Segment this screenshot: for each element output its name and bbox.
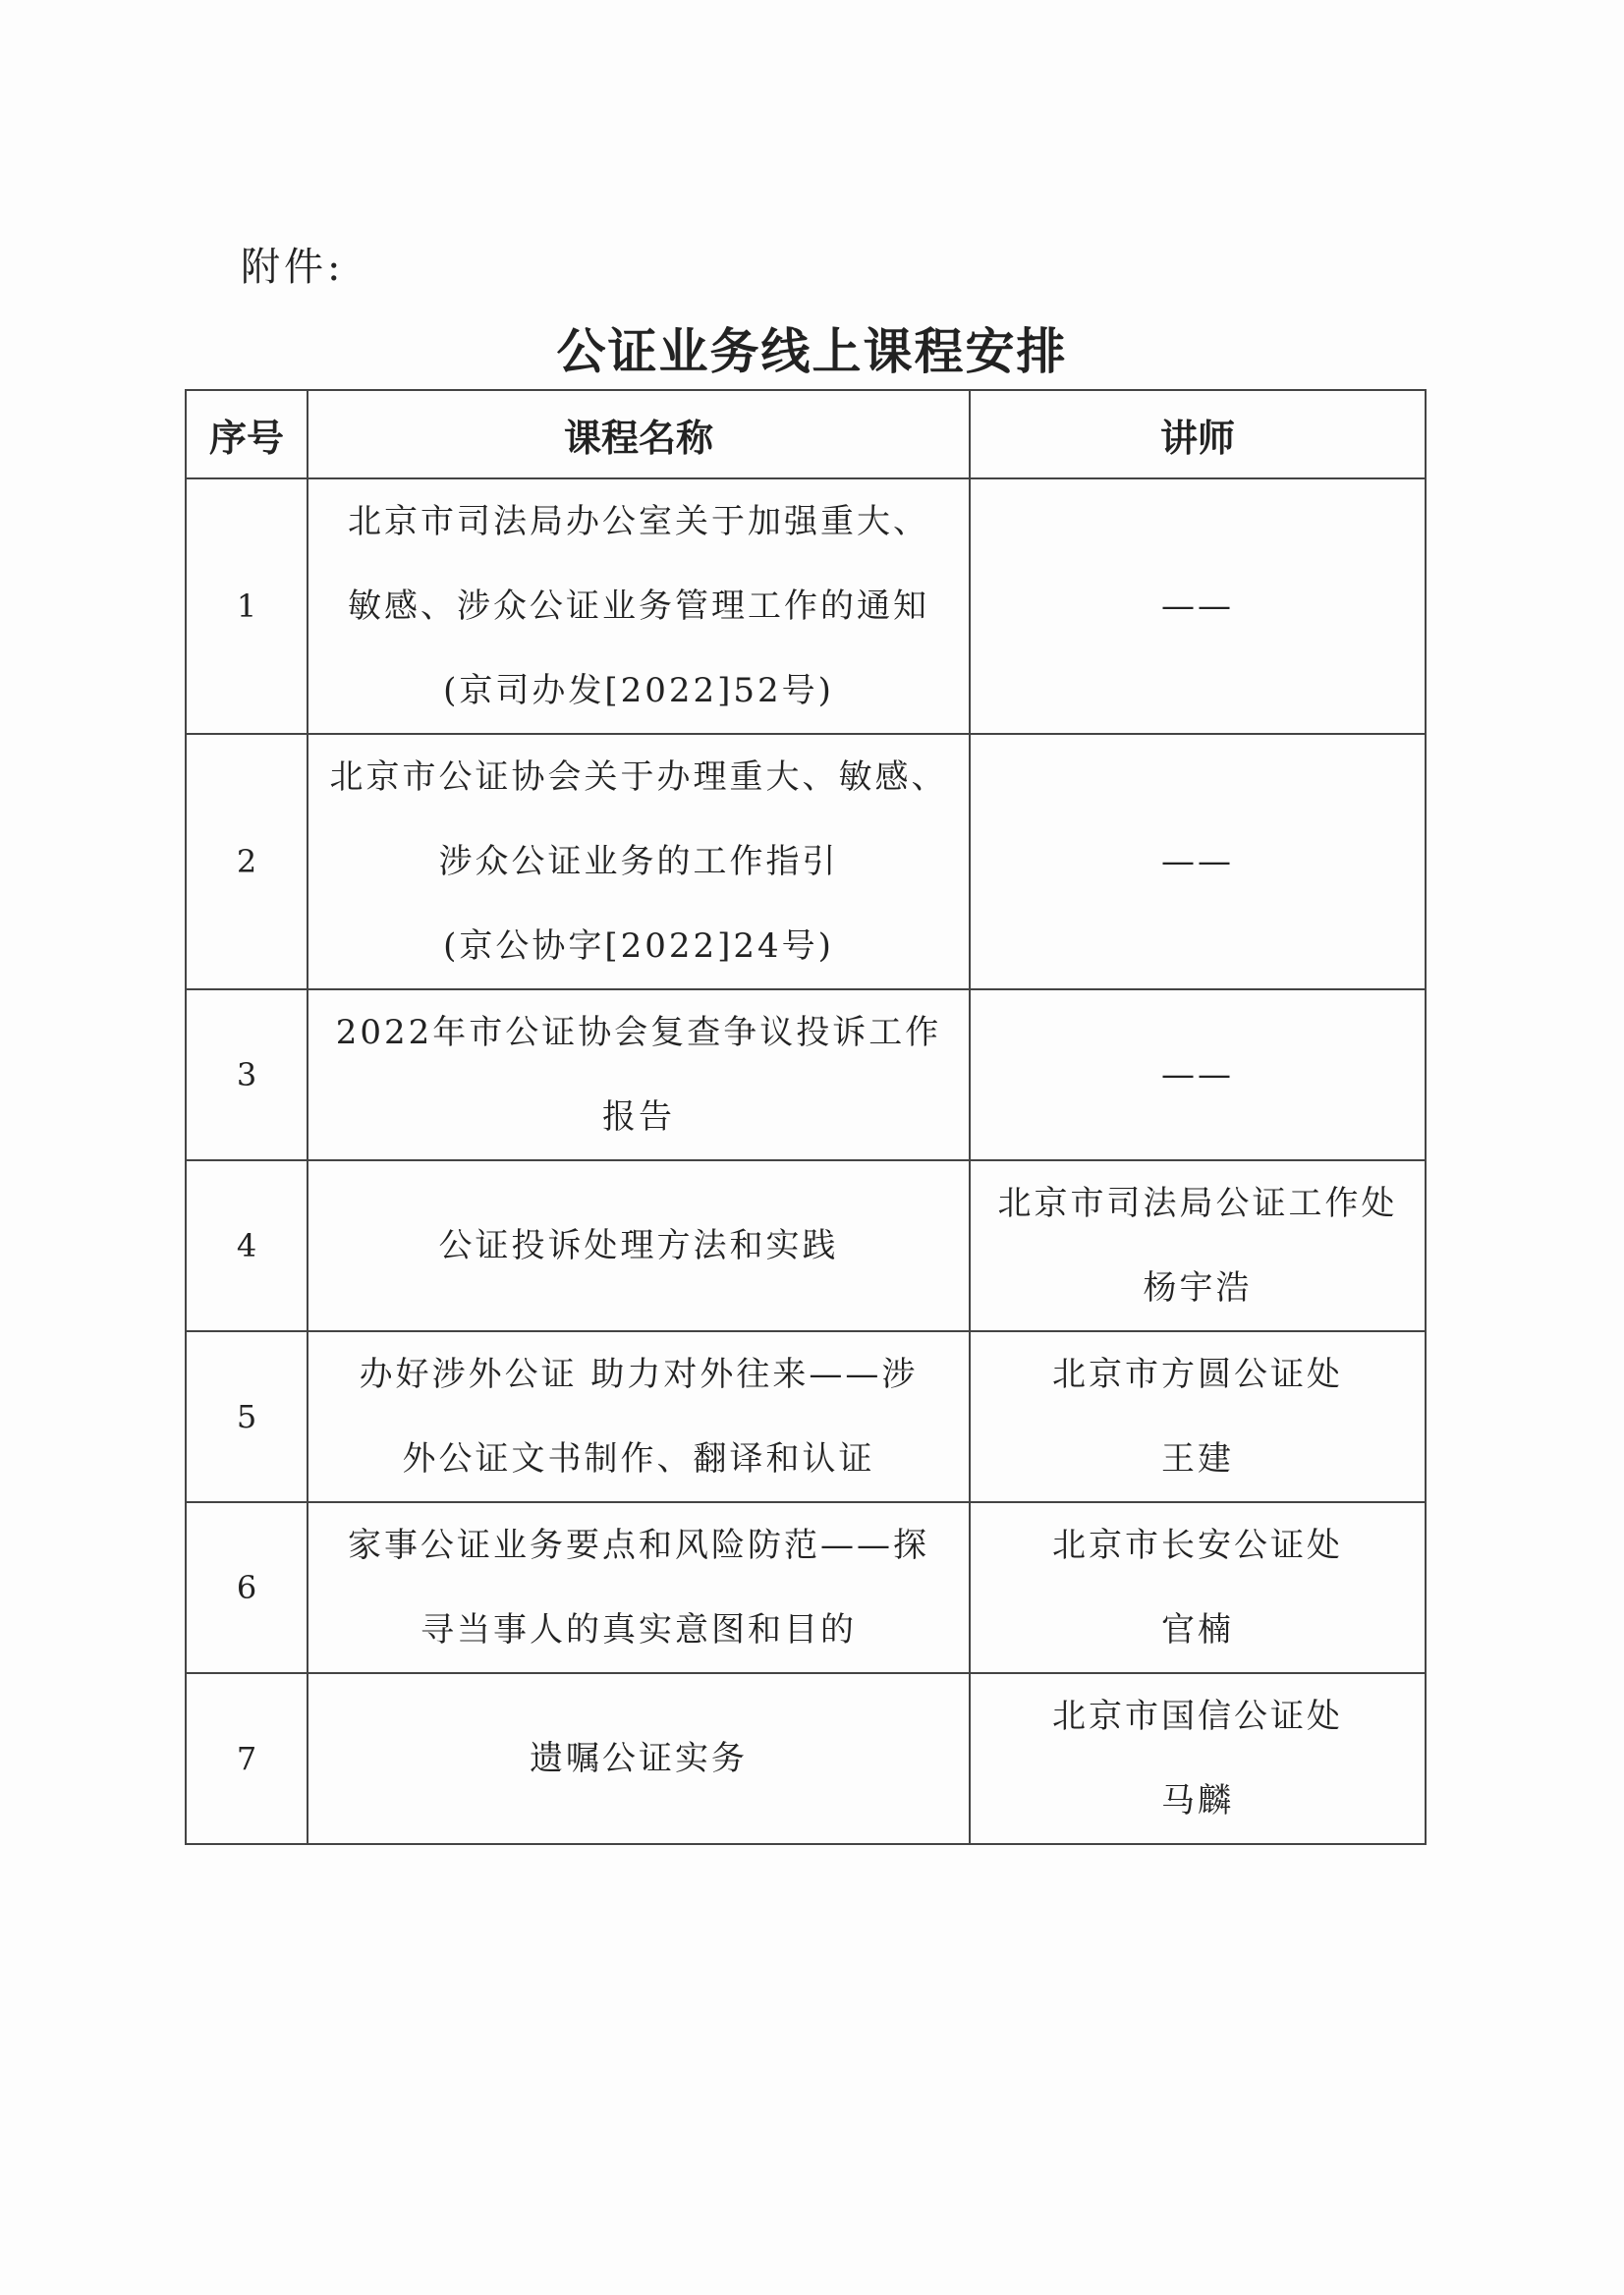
course-name-line: 寻当事人的真实意图和目的 [420,1610,857,1650]
lecturer-line: 北京市方圆公证处 [1052,1355,1343,1394]
lecturer-line: —— [1161,842,1234,881]
course-schedule-table [185,389,1427,1845]
row-index: 7 [186,1673,308,1844]
lecturer-line: —— [1161,1055,1234,1094]
course-name-line: 涉众公证业务的工作指引 [438,842,839,881]
course-name-line: 北京市公证协会关于办理重大、敏感、 [329,757,948,797]
lecturer-line: 王建 [1161,1439,1234,1479]
lecturer-line: 官楠 [1161,1610,1234,1650]
row-index: 1 [186,478,308,734]
course-name-cell [308,734,970,989]
course-name-cell [308,1673,970,1844]
course-name-line: 外公证文书制作、翻译和认证 [402,1439,875,1479]
header-course-name: 课程名称 [308,390,970,478]
lecturer-line: 马麟 [1161,1781,1234,1820]
table-row [186,1160,1426,1331]
lecturer-line: 杨宇浩 [1143,1268,1253,1308]
lecturer-cell [970,989,1426,1160]
lecturer-cell [970,1502,1426,1673]
course-name-line: 公证投诉处理方法和实践 [438,1226,839,1265]
course-name-line: 遗嘱公证实务 [530,1739,748,1778]
table-row [186,1673,1426,1844]
lecturer-line: 北京市司法局公证工作处 [997,1184,1398,1223]
table-row [186,1331,1426,1502]
course-name-line: 敏感、涉众公证业务管理工作的通知 [348,587,929,626]
table-row [186,1502,1426,1673]
lecturer-cell [970,1160,1426,1331]
row-index: 4 [186,1160,308,1331]
course-name-line: 办好涉外公证 助力对外往来——涉 [359,1355,919,1394]
course-name-line: 2022年市公证协会复查争议投诉工作 [335,1013,942,1052]
header-index: 序号 [186,390,308,478]
lecturer-cell [970,1331,1426,1502]
row-index: 2 [186,734,308,989]
course-name-line: (京司办发[2022]52号) [443,671,834,710]
lecturer-cell [970,478,1426,734]
lecturer-line: 北京市国信公证处 [1052,1697,1343,1736]
course-name-cell [308,1331,970,1502]
course-name-line: 北京市司法局办公室关于加强重大、 [348,502,929,541]
document-title: 公证业务线上课程安排 [556,323,1068,380]
lecturer-cell [970,734,1426,989]
table-row [186,734,1426,989]
course-name-cell [308,1160,970,1331]
lecturer-line: 北京市长安公证处 [1052,1526,1343,1565]
row-index: 3 [186,989,308,1160]
header-lecturer: 讲师 [970,390,1426,478]
row-index: 5 [186,1331,308,1502]
lecturer-line: —— [1161,587,1234,626]
attachment-label: 附件: [241,245,345,290]
table-row [186,989,1426,1160]
lecturer-cell [970,1673,1426,1844]
course-name-cell [308,989,970,1160]
table-header-row [186,390,1426,478]
row-index: 6 [186,1502,308,1673]
course-name-cell [308,1502,970,1673]
course-name-line: 家事公证业务要点和风险防范——探 [348,1526,929,1565]
course-name-cell [308,478,970,734]
course-name-line: 报告 [602,1097,675,1137]
course-name-line: (京公协字[2022]24号) [443,926,834,966]
table-row [186,478,1426,734]
